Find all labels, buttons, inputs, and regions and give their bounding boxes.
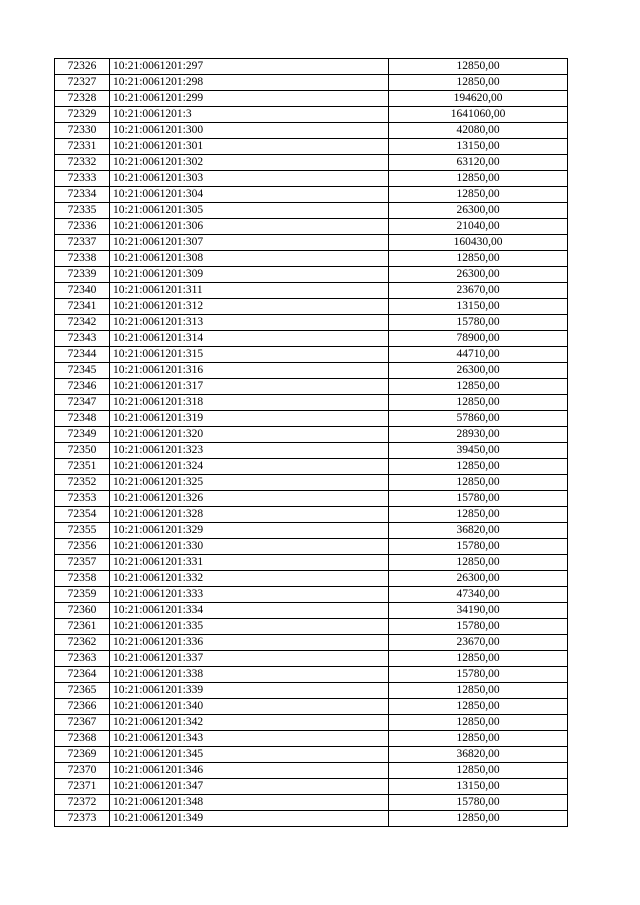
cadastral-number-cell: 10:21:0061201:317	[110, 379, 389, 395]
table-row	[55, 219, 568, 235]
row-number-cell: 72360	[55, 603, 110, 619]
row-number-cell: 72362	[55, 635, 110, 651]
table-row	[55, 283, 568, 299]
cadastral-number-cell: 10:21:0061201:305	[110, 203, 389, 219]
table-row	[55, 331, 568, 347]
cadastral-number-cell: 10:21:0061201:333	[110, 587, 389, 603]
cadastral-number-cell: 10:21:0061201:331	[110, 555, 389, 571]
cadastral-number-cell: 10:21:0061201:316	[110, 363, 389, 379]
amount-cell: 13150,00	[389, 299, 568, 315]
amount-cell: 12850,00	[389, 555, 568, 571]
amount-cell: 26300,00	[389, 267, 568, 283]
cadastral-number-cell: 10:21:0061201:314	[110, 331, 389, 347]
table-row	[55, 139, 568, 155]
amount-cell: 12850,00	[389, 187, 568, 203]
row-number-cell: 72355	[55, 523, 110, 539]
row-number-cell: 72351	[55, 459, 110, 475]
amount-cell: 15780,00	[389, 491, 568, 507]
amount-cell: 12850,00	[389, 59, 568, 75]
amount-cell: 78900,00	[389, 331, 568, 347]
row-number-cell: 72343	[55, 331, 110, 347]
amount-cell: 42080,00	[389, 123, 568, 139]
table-row	[55, 459, 568, 475]
cadastral-number-cell: 10:21:0061201:349	[110, 811, 389, 827]
amount-cell: 12850,00	[389, 699, 568, 715]
amount-cell: 15780,00	[389, 619, 568, 635]
table-row	[55, 763, 568, 779]
cadastral-number-cell: 10:21:0061201:297	[110, 59, 389, 75]
cadastral-number-cell: 10:21:0061201:345	[110, 747, 389, 763]
row-number-cell: 72345	[55, 363, 110, 379]
row-number-cell: 72350	[55, 443, 110, 459]
amount-cell: 1641060,00	[389, 107, 568, 123]
cadastral-number-cell: 10:21:0061201:329	[110, 523, 389, 539]
table-row	[55, 59, 568, 75]
cadastral-number-cell: 10:21:0061201:301	[110, 139, 389, 155]
cadastral-number-cell: 10:21:0061201:300	[110, 123, 389, 139]
table-row	[55, 155, 568, 171]
row-number-cell: 72363	[55, 651, 110, 667]
cadastral-number-cell: 10:21:0061201:336	[110, 635, 389, 651]
amount-cell: 12850,00	[389, 395, 568, 411]
table-row	[55, 747, 568, 763]
row-number-cell: 72357	[55, 555, 110, 571]
amount-cell: 36820,00	[389, 523, 568, 539]
cadastral-number-cell: 10:21:0061201:347	[110, 779, 389, 795]
cadastral-number-cell: 10:21:0061201:323	[110, 443, 389, 459]
amount-cell: 12850,00	[389, 811, 568, 827]
cadastral-number-cell: 10:21:0061201:302	[110, 155, 389, 171]
amount-cell: 12850,00	[389, 475, 568, 491]
data-table	[54, 58, 568, 827]
cadastral-number-cell: 10:21:0061201:309	[110, 267, 389, 283]
row-number-cell: 72346	[55, 379, 110, 395]
row-number-cell: 72367	[55, 715, 110, 731]
cadastral-number-cell: 10:21:0061201:324	[110, 459, 389, 475]
row-number-cell: 72354	[55, 507, 110, 523]
row-number-cell: 72341	[55, 299, 110, 315]
table-row	[55, 811, 568, 827]
amount-cell: 12850,00	[389, 651, 568, 667]
amount-cell: 12850,00	[389, 683, 568, 699]
table-row	[55, 779, 568, 795]
amount-cell: 26300,00	[389, 203, 568, 219]
cadastral-number-cell: 10:21:0061201:312	[110, 299, 389, 315]
table-row	[55, 315, 568, 331]
amount-cell: 13150,00	[389, 139, 568, 155]
row-number-cell: 72361	[55, 619, 110, 635]
row-number-cell: 72352	[55, 475, 110, 491]
table-row	[55, 523, 568, 539]
cadastral-number-cell: 10:21:0061201:346	[110, 763, 389, 779]
row-number-cell: 72329	[55, 107, 110, 123]
cadastral-number-cell: 10:21:0061201:340	[110, 699, 389, 715]
table-row	[55, 75, 568, 91]
cadastral-number-cell: 10:21:0061201:342	[110, 715, 389, 731]
cadastral-number-cell: 10:21:0061201:330	[110, 539, 389, 555]
amount-cell: 12850,00	[389, 75, 568, 91]
cadastral-number-cell: 10:21:0061201:307	[110, 235, 389, 251]
cadastral-number-cell: 10:21:0061201:298	[110, 75, 389, 91]
table-row	[55, 795, 568, 811]
table-row	[55, 667, 568, 683]
table-row	[55, 267, 568, 283]
table-row	[55, 491, 568, 507]
cadastral-number-cell: 10:21:0061201:311	[110, 283, 389, 299]
amount-cell: 15780,00	[389, 667, 568, 683]
table-row	[55, 91, 568, 107]
row-number-cell: 72366	[55, 699, 110, 715]
amount-cell: 194620,00	[389, 91, 568, 107]
table-row	[55, 651, 568, 667]
table-row	[55, 539, 568, 555]
amount-cell: 26300,00	[389, 363, 568, 379]
table-row	[55, 699, 568, 715]
amount-cell: 34190,00	[389, 603, 568, 619]
table-row	[55, 299, 568, 315]
amount-cell: 12850,00	[389, 379, 568, 395]
table-row	[55, 251, 568, 267]
row-number-cell: 72337	[55, 235, 110, 251]
cadastral-number-cell: 10:21:0061201:308	[110, 251, 389, 267]
table-row	[55, 347, 568, 363]
row-number-cell: 72370	[55, 763, 110, 779]
table-row	[55, 507, 568, 523]
table-row	[55, 107, 568, 123]
amount-cell: 23670,00	[389, 283, 568, 299]
amount-cell: 39450,00	[389, 443, 568, 459]
row-number-cell: 72344	[55, 347, 110, 363]
row-number-cell: 72356	[55, 539, 110, 555]
row-number-cell: 72331	[55, 139, 110, 155]
row-number-cell: 72327	[55, 75, 110, 91]
amount-cell: 12850,00	[389, 763, 568, 779]
row-number-cell: 72326	[55, 59, 110, 75]
table-row	[55, 123, 568, 139]
row-number-cell: 72349	[55, 427, 110, 443]
table-row	[55, 427, 568, 443]
cadastral-number-cell: 10:21:0061201:337	[110, 651, 389, 667]
cadastral-number-cell: 10:21:0061201:326	[110, 491, 389, 507]
cadastral-number-cell: 10:21:0061201:335	[110, 619, 389, 635]
table-row	[55, 683, 568, 699]
cadastral-number-cell: 10:21:0061201:334	[110, 603, 389, 619]
amount-cell: 12850,00	[389, 459, 568, 475]
cadastral-number-cell: 10:21:0061201:332	[110, 571, 389, 587]
row-number-cell: 72369	[55, 747, 110, 763]
table-row	[55, 363, 568, 379]
table-row	[55, 171, 568, 187]
row-number-cell: 72339	[55, 267, 110, 283]
amount-cell: 12850,00	[389, 171, 568, 187]
cadastral-number-cell: 10:21:0061201:315	[110, 347, 389, 363]
table-row	[55, 203, 568, 219]
cadastral-number-cell: 10:21:0061201:313	[110, 315, 389, 331]
table-row	[55, 475, 568, 491]
amount-cell: 28930,00	[389, 427, 568, 443]
amount-cell: 160430,00	[389, 235, 568, 251]
amount-cell: 23670,00	[389, 635, 568, 651]
row-number-cell: 72336	[55, 219, 110, 235]
cadastral-number-cell: 10:21:0061201:328	[110, 507, 389, 523]
table-row	[55, 603, 568, 619]
amount-cell: 44710,00	[389, 347, 568, 363]
cadastral-number-cell: 10:21:0061201:303	[110, 171, 389, 187]
amount-cell: 12850,00	[389, 731, 568, 747]
table-row	[55, 443, 568, 459]
row-number-cell: 72335	[55, 203, 110, 219]
amount-cell: 21040,00	[389, 219, 568, 235]
row-number-cell: 72359	[55, 587, 110, 603]
table-row	[55, 555, 568, 571]
table-row	[55, 731, 568, 747]
amount-cell: 15780,00	[389, 539, 568, 555]
table-row	[55, 619, 568, 635]
cadastral-number-cell: 10:21:0061201:306	[110, 219, 389, 235]
table-row	[55, 587, 568, 603]
cadastral-number-cell: 10:21:0061201:304	[110, 187, 389, 203]
amount-cell: 15780,00	[389, 315, 568, 331]
amount-cell: 26300,00	[389, 571, 568, 587]
cadastral-number-cell: 10:21:0061201:3	[110, 107, 389, 123]
table-row	[55, 571, 568, 587]
row-number-cell: 72328	[55, 91, 110, 107]
table-row	[55, 395, 568, 411]
table-row	[55, 411, 568, 427]
cadastral-number-cell: 10:21:0061201:348	[110, 795, 389, 811]
row-number-cell: 72365	[55, 683, 110, 699]
amount-cell: 12850,00	[389, 715, 568, 731]
cadastral-number-cell: 10:21:0061201:319	[110, 411, 389, 427]
table-row	[55, 187, 568, 203]
amount-cell: 12850,00	[389, 251, 568, 267]
row-number-cell: 72364	[55, 667, 110, 683]
table-row	[55, 235, 568, 251]
row-number-cell: 72338	[55, 251, 110, 267]
row-number-cell: 72333	[55, 171, 110, 187]
cadastral-number-cell: 10:21:0061201:320	[110, 427, 389, 443]
amount-cell: 13150,00	[389, 779, 568, 795]
amount-cell: 15780,00	[389, 795, 568, 811]
amount-cell: 12850,00	[389, 507, 568, 523]
row-number-cell: 72358	[55, 571, 110, 587]
row-number-cell: 72353	[55, 491, 110, 507]
table-row	[55, 635, 568, 651]
cadastral-number-cell: 10:21:0061201:299	[110, 91, 389, 107]
row-number-cell: 72342	[55, 315, 110, 331]
row-number-cell: 72340	[55, 283, 110, 299]
row-number-cell: 72372	[55, 795, 110, 811]
cadastral-number-cell: 10:21:0061201:338	[110, 667, 389, 683]
row-number-cell: 72332	[55, 155, 110, 171]
table-row	[55, 715, 568, 731]
amount-cell: 36820,00	[389, 747, 568, 763]
row-number-cell: 72348	[55, 411, 110, 427]
row-number-cell: 72334	[55, 187, 110, 203]
row-number-cell: 72368	[55, 731, 110, 747]
row-number-cell: 72347	[55, 395, 110, 411]
amount-cell: 47340,00	[389, 587, 568, 603]
table-body	[55, 59, 568, 827]
row-number-cell: 72371	[55, 779, 110, 795]
amount-cell: 57860,00	[389, 411, 568, 427]
cadastral-number-cell: 10:21:0061201:339	[110, 683, 389, 699]
table-row	[55, 379, 568, 395]
row-number-cell: 72373	[55, 811, 110, 827]
row-number-cell: 72330	[55, 123, 110, 139]
cadastral-number-cell: 10:21:0061201:325	[110, 475, 389, 491]
cadastral-number-cell: 10:21:0061201:343	[110, 731, 389, 747]
cadastral-number-cell: 10:21:0061201:318	[110, 395, 389, 411]
amount-cell: 63120,00	[389, 155, 568, 171]
